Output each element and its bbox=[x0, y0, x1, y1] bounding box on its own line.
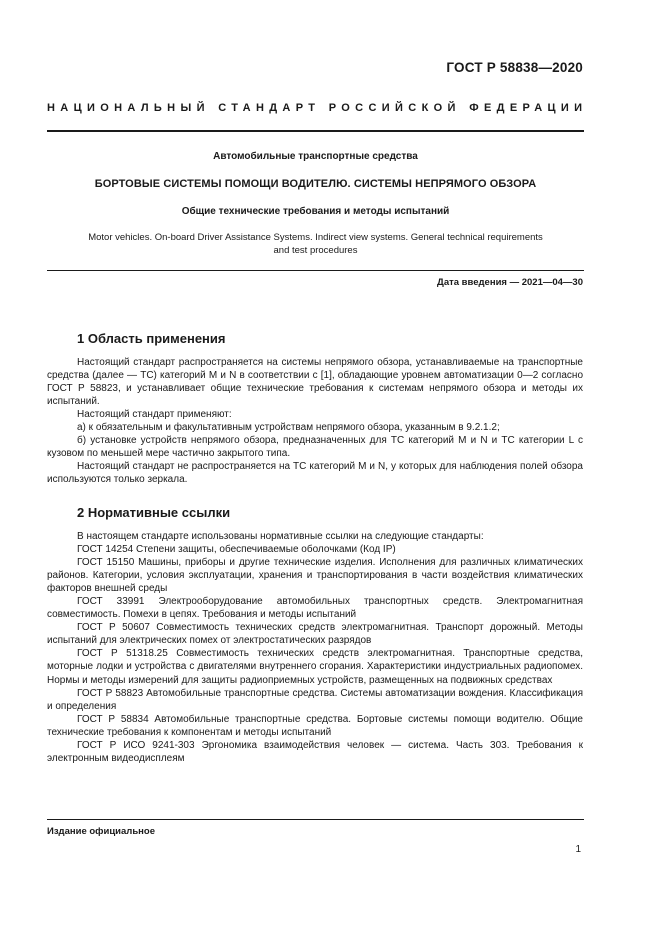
header-rule bbox=[47, 130, 584, 132]
section-2-heading: 2 Нормативные ссылки bbox=[77, 505, 231, 520]
page-number: 1 bbox=[575, 844, 581, 855]
document-subject: Автомобильные транспортные средства bbox=[213, 151, 418, 162]
english-title-line-2: and test procedures bbox=[273, 245, 358, 256]
reference-item: ГОСТ Р 51318.25 Совместимость технических средств электромагнитная. Транспортные средства, моторные лодки и устройства с двигателями внутреннего сгорания. Характеристики индустриальных радиопомех. Нормы и методы измерений для защиты радиоприемных устройств, размещенных на подвижных средствах bbox=[47, 648, 583, 686]
list-item: б) установке устройств непрямого обзора, предназначенных для ТС категорий M и N и ТС категории L с кузовом по меньшей мере частично закрытого типа. bbox=[47, 435, 583, 460]
section-2-body bbox=[47, 530, 583, 765]
reference-item: ГОСТ Р 58834 Автомобильные транспортные средства. Бортовые системы помощи водителю. Общие технические требования к компонентам и методы испытаний bbox=[47, 713, 583, 738]
national-standard-banner: НАЦИОНАЛЬНЫЙ СТАНДАРТ РОССИЙСКОЙ ФЕДЕРАЦИИ bbox=[47, 102, 588, 114]
english-title bbox=[47, 231, 584, 257]
reference-item: ГОСТ Р 58823 Автомобильные транспортные средства. Системы автоматизации вождения. Классификация и определения bbox=[47, 687, 583, 712]
reference-item: ГОСТ 14254 Степени защиты, обеспечиваемые оболочками (Код IP) bbox=[77, 544, 396, 556]
title-rule bbox=[47, 270, 584, 271]
paragraph: Настоящий стандарт распространяется на системы непрямого обзора, устанавливаемые на транспортные средства (далее — ТС) категорий M и N в соответствии с [1], обладающие уровнем автоматизации 0—2 согласно ГОСТ Р 58823, и устанавливает общие технические требования к системам непрямого обзора и методы их испытаний. bbox=[47, 357, 583, 408]
official-edition-label: Издание официальное bbox=[47, 826, 155, 837]
footer-rule bbox=[47, 819, 584, 820]
paragraph: Настоящий стандарт не распространяется на ТС категорий M и N, у которых для наблюдения полей обзора используются только зеркала. bbox=[47, 461, 583, 486]
document-code: ГОСТ Р 58838—2020 bbox=[446, 60, 583, 75]
paragraph: Настоящий стандарт применяют: bbox=[77, 409, 232, 421]
reference-item: ГОСТ Р 50607 Совместимость технических средств электромагнитная. Транспорт дорожный. Методы испытаний для электрических помех от электростатических разрядов bbox=[47, 622, 583, 647]
section-1-body bbox=[47, 356, 583, 486]
list-item: а) к обязательным и факультативным устройствам непрямого обзора, указанным в 9.2.1.2; bbox=[77, 422, 500, 434]
reference-item: ГОСТ 33991 Электрооборудование автомобильных транспортных средств. Электромагнитная совместимость. Помехи в цепях. Требования и методы испытаний bbox=[47, 596, 583, 621]
document-title: БОРТОВЫЕ СИСТЕМЫ ПОМОЩИ ВОДИТЕЛЮ. СИСТЕМЫ НЕПРЯМОГО ОБЗОРА bbox=[94, 178, 537, 190]
reference-item: ГОСТ Р ИСО 9241-303 Эргономика взаимодействия человек — система. Часть 303. Требования к электронным видеодисплеям bbox=[47, 739, 583, 764]
reference-item: ГОСТ 15150 Машины, приборы и другие технические изделия. Исполнения для различных климатических районов. Категории, условия эксплуатации, хранения и транспортирования в части воздействия климатических факторов внешней среды bbox=[47, 557, 583, 595]
section-1-heading: 1 Область применения bbox=[77, 331, 226, 346]
english-title-line-1: Motor vehicles. On-board Driver Assistance Systems. Indirect view systems. General technical requirements bbox=[88, 232, 543, 243]
document-subtitle: Общие технические требования и методы испытаний bbox=[181, 206, 450, 217]
introduction-date: Дата введения — 2021—04—30 bbox=[437, 277, 583, 288]
paragraph: В настоящем стандарте использованы нормативные ссылки на следующие стандарты: bbox=[77, 531, 484, 542]
